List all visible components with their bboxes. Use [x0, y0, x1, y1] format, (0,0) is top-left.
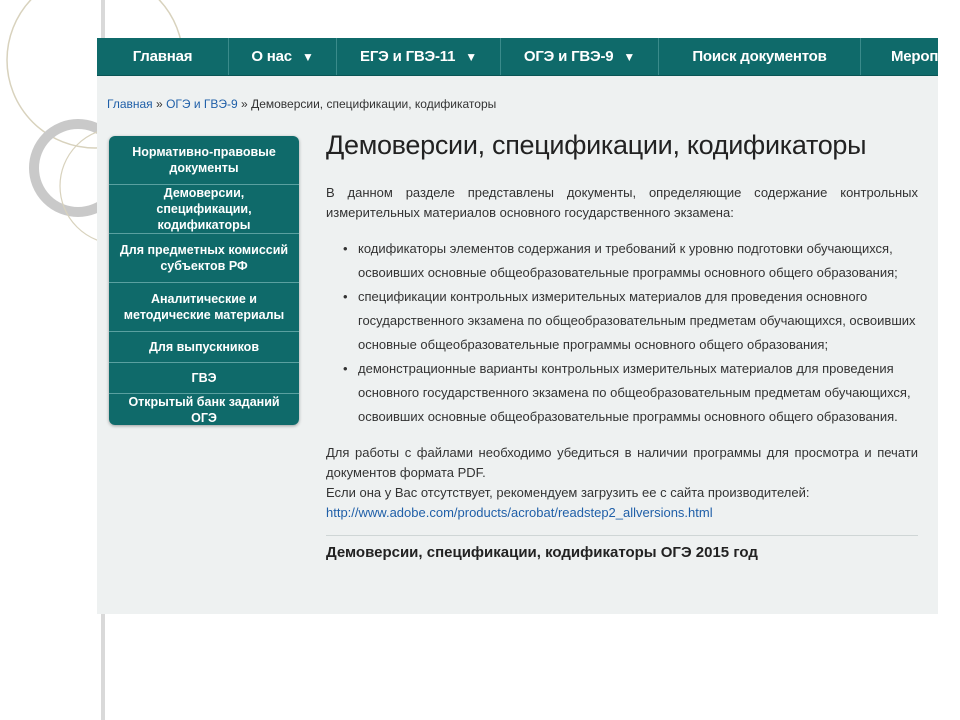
nav-about[interactable]: [229, 38, 337, 75]
nav-about-label: О нас: [251, 48, 292, 65]
breadcrumb-separator: »: [241, 97, 248, 111]
sidebar-item-analytics[interactable]: Аналитические и методические материалы: [109, 283, 299, 332]
top-navigation: [97, 38, 938, 76]
nav-oge-gve9[interactable]: [501, 38, 659, 75]
list-item-text: демонстрационные варианты контрольных измерительных материалов для проведения основного государственного экзамена по общеобразовательным предметам обучающихся, освоивших основные общеобразовательные программы основного общего образования.: [358, 361, 911, 424]
breadcrumb-current: Демоверсии, спецификации, кодификаторы: [251, 97, 497, 111]
sidebar-item-gve[interactable]: ГВЭ: [109, 363, 299, 394]
sidebar-menu: [109, 136, 299, 425]
sidebar-item-task-bank[interactable]: Открытый банк заданий ОГЭ: [109, 394, 299, 425]
adobe-download-link[interactable]: http://www.adobe.com/products/acrobat/readstep2_allversions.html: [326, 505, 713, 520]
breadcrumb-home[interactable]: Главная: [107, 97, 153, 111]
nav-ege-gve11-label: ЕГЭ и ГВЭ-11: [360, 48, 456, 65]
website-screenshot: [97, 38, 938, 614]
nav-document-search-label: Поиск документов: [692, 48, 827, 65]
intro-paragraph: В данном разделе представлены документы, определяющие содержание контрольных измерительных материалов основного государственного экзамена:: [326, 185, 918, 220]
page-title: Демоверсии, спецификации, кодификаторы: [326, 130, 867, 160]
bullet-icon: •: [343, 241, 348, 256]
download-note: Если она у Вас отсутствует, рекомендуем загрузить ее с сайта производителей:: [326, 485, 810, 500]
nav-oge-gve9-label: ОГЭ и ГВЭ-9: [523, 48, 614, 65]
breadcrumb-section[interactable]: ОГЭ и ГВЭ-9: [166, 97, 238, 111]
list-item: [343, 237, 918, 285]
breadcrumb: [107, 97, 496, 111]
chevron-down-icon: ▼: [465, 49, 477, 64]
bullet-icon: •: [343, 361, 348, 376]
chevron-down-icon: ▼: [301, 49, 314, 64]
nav-events-label: Мероп: [891, 48, 938, 65]
list-item-text: спецификации контрольных измерительных материалов для проведения основного государственного экзамена по общеобразовательным предметам обучающихся, освоивших основные общеобразовательные программы основного общего образования;: [358, 289, 916, 352]
pdf-note: Для работы с файлами необходимо убедиться в наличии программы для просмотра и печати документов формата PDF.: [326, 445, 918, 480]
nav-events[interactable]: [861, 38, 938, 75]
chevron-down-icon: ▼: [623, 49, 636, 64]
nav-ege-gve11[interactable]: [337, 38, 501, 75]
divider: [326, 535, 918, 536]
sidebar-item-regulations[interactable]: Нормативно-правовые документы: [109, 136, 299, 185]
sidebar-item-subject-commissions[interactable]: Для предметных комиссий субъектов РФ: [109, 234, 299, 283]
document-types-list: [326, 237, 918, 429]
breadcrumb-separator: »: [156, 97, 163, 111]
list-item: [343, 357, 918, 429]
nav-home[interactable]: [97, 38, 229, 75]
nav-document-search[interactable]: [659, 38, 861, 75]
main-content: [326, 130, 918, 561]
list-item: [343, 285, 918, 357]
list-item-text: кодификаторы элементов содержания и требований к уровню подготовки обучающихся, освоивших основные общеобразовательные программы основного общего образования;: [358, 241, 898, 280]
section-subheading: Демоверсии, спецификации, кодификаторы ОГЭ 2015 год: [326, 544, 758, 561]
nav-home-label: Главная: [132, 48, 193, 65]
bullet-icon: •: [343, 289, 348, 304]
sidebar-item-graduates[interactable]: Для выпускников: [109, 332, 299, 363]
sidebar-item-demo-versions[interactable]: Демоверсии, спецификации, кодификаторы: [109, 185, 299, 234]
